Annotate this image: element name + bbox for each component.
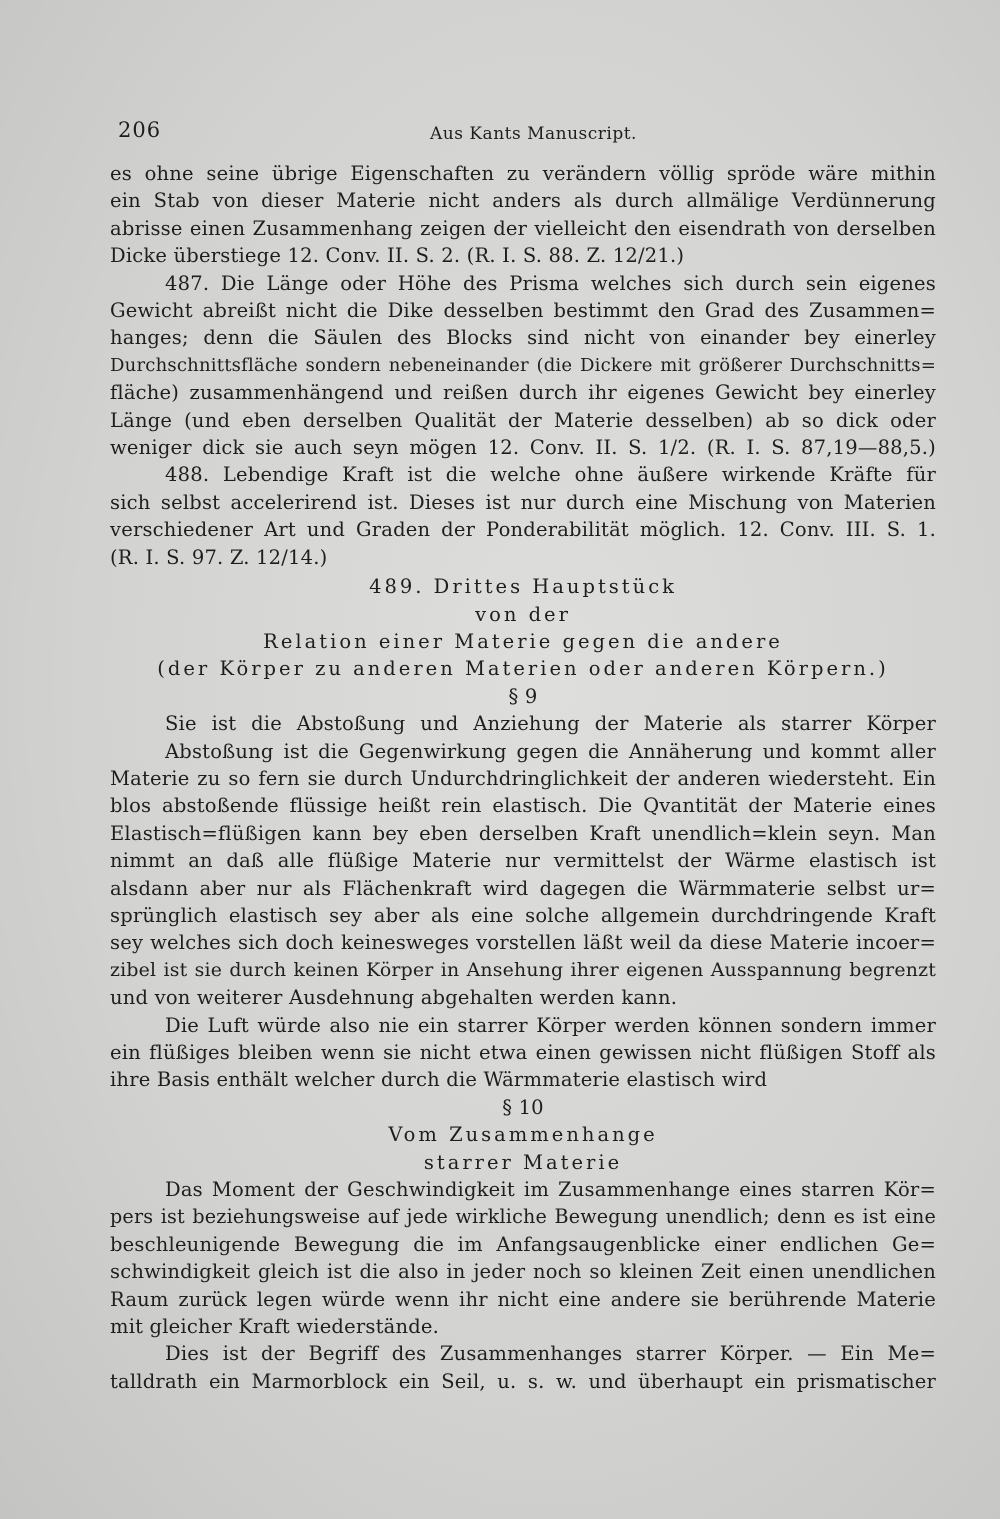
text-line: Die Luft würde also nie ein starrer Körper werden können sondern immer	[165, 1013, 936, 1037]
text-line: Elastisch=flüßigen kann bey eben derselben Kraft unendlich=klein seyn. Man	[110, 821, 936, 845]
section-10-paragraph-1	[110, 1176, 936, 1340]
text-line: schwindigkeit gleich ist die also in jeder noch so kleinen Zeit einen unendlichen	[110, 1260, 936, 1284]
text-line: Länge (und eben derselben Qualität der Materie desselben) ab so dick oder	[110, 408, 936, 432]
page-header	[118, 118, 658, 158]
paragraph-487	[110, 270, 936, 462]
text-line: 487. Die Länge oder Höhe des Prisma welches sich durch sein eigenes	[165, 271, 936, 295]
text-line: alsdann aber nur als Flächenkraft wird dagegen die Wärmmaterie selbst ur=	[110, 876, 936, 900]
text-line: sich selbst accelerirend ist. Dieses ist nur durch eine Mischung von Materien	[110, 490, 936, 514]
section-sign-9: § 9	[508, 684, 538, 708]
text-line: talldrath ein Marmorblock ein Seil, u. s. w. und überhaupt ein prismatischer	[110, 1369, 936, 1393]
text-line: blos abstoßende flüssige heißt rein elastisch. Die Qvantität der Materie eines	[110, 794, 936, 818]
text-line: abrisse einen Zusammenhang zeigen der vielleicht den eisendrath von derselben	[110, 216, 936, 240]
text-line: Sie ist die Abstoßung und Anziehung der Materie als starrer Körper	[165, 712, 936, 736]
section-10-title: Vom Zusammenhange	[388, 1123, 658, 1147]
text-line: fläche) zusammenhängend und reißen durch ihr eigenes Gewicht bey einerley	[110, 381, 936, 405]
chapter-heading-subtitle: (der Körper zu anderen Materien oder anderen Körpern.)	[157, 657, 889, 681]
text-line: sprünglich elastisch sey aber als eine solche allgemein durchdringende Kraft	[110, 903, 936, 927]
text-line: Abstoßung ist die Gegenwirkung gegen die Annäherung und kommt aller	[165, 739, 936, 763]
text-line: beschleunigende Bewegung die im Anfangsaugenblicke einer endlichen Ge=	[110, 1232, 936, 1256]
text-line: Dicke überstiege 12. Conv. II. S. 2. (R. I. S. 88. Z. 12/21.)	[110, 244, 685, 268]
text-line: es ohne seine übrige Eigenschaften zu verändern völlig spröde wäre mithin	[110, 162, 936, 185]
text-line: verschiedener Art und Graden der Ponderabilität möglich. 12. Conv. III. S. 1.	[110, 518, 936, 542]
heading-489	[110, 573, 936, 683]
section-9-paragraph-1	[110, 710, 936, 1011]
text-line: zibel ist sie durch keinen Körper in Ansehung ihrer eigenen Ausspannung begrenzt	[110, 958, 936, 981]
text-line: weniger dick sie auch seyn mögen 12. Conv. II. S. 1/2. (R. I. S. 87,19—88,5.)	[110, 436, 936, 460]
text-line: (R. I. S. 97. Z. 12/14.)	[110, 545, 328, 569]
section-10-paragraph-2	[110, 1340, 936, 1395]
text-line: ihre Basis enthält welcher durch die Wärmmaterie elastisch wird	[110, 1068, 768, 1092]
body-text	[110, 160, 936, 1395]
text-line: Materie zu so fern sie durch Undurchdringlichkeit der anderen wiedersteht. Ein	[110, 766, 936, 790]
text-line: Dies ist der Begriff des Zusammenhanges starrer Körper. — Ein Me=	[165, 1342, 936, 1366]
text-line: Gewicht abreißt nicht die Dike desselben bestimmt den Grad des Zusammen=	[110, 299, 936, 323]
text-line: hanges; denn die Säulen des Blocks sind nicht von einander bey einerley	[110, 326, 936, 350]
text-line: ein Stab von dieser Materie nicht anders als durch allmälige Verdünnerung	[110, 189, 936, 213]
section-9-paragraph-2	[110, 1012, 936, 1094]
section-10-subtitle: starrer Materie	[423, 1150, 623, 1174]
paragraph-488	[110, 461, 936, 571]
text-line: Raum zurück legen würde wenn ihr nicht eine andere sie berührende Materie	[110, 1287, 936, 1311]
text-line: sey welches sich doch keinesweges vorstellen läßt weil da diese Materie incoer=	[110, 931, 936, 955]
text-line: mit gleicher Kraft wiederstände.	[110, 1315, 440, 1339]
text-line: pers ist beziehungsweise auf jede wirkliche Bewegung unendlich; denn es ist eine	[110, 1205, 936, 1229]
text-line: Durchschnittsfläche sondern nebeneinander (die Dickere mit größerer Durchschnitts=	[110, 354, 936, 376]
text-line: und von weiterer Ausdehnung abgehalten werden kann.	[110, 986, 678, 1010]
text-line: 488. Lebendige Kraft ist die welche ohne äußere wirkende Kräfte für	[165, 463, 936, 487]
text-line: ein flüßiges bleiben wenn sie nicht etwa einen gewissen nicht flüßigen Stoff als	[110, 1041, 936, 1064]
text-line: nimmt an daß alle flüßige Materie nur vermittelst der Wärme elastisch ist	[110, 849, 936, 873]
chapter-heading: 489. Drittes Hauptstück	[369, 575, 677, 599]
chapter-heading-relation: Relation einer Materie gegen die andere	[263, 629, 783, 653]
text-line: Das Moment der Geschwindigkeit im Zusammenhange eines starren Kör=	[165, 1178, 936, 1202]
running-head: Aus Kants Manuscript.	[430, 124, 637, 144]
page-number: 206	[118, 118, 162, 142]
section-sign-10: § 10	[502, 1095, 544, 1119]
chapter-heading-von-der: von der	[475, 602, 571, 626]
paragraph-continuation	[110, 160, 936, 270]
